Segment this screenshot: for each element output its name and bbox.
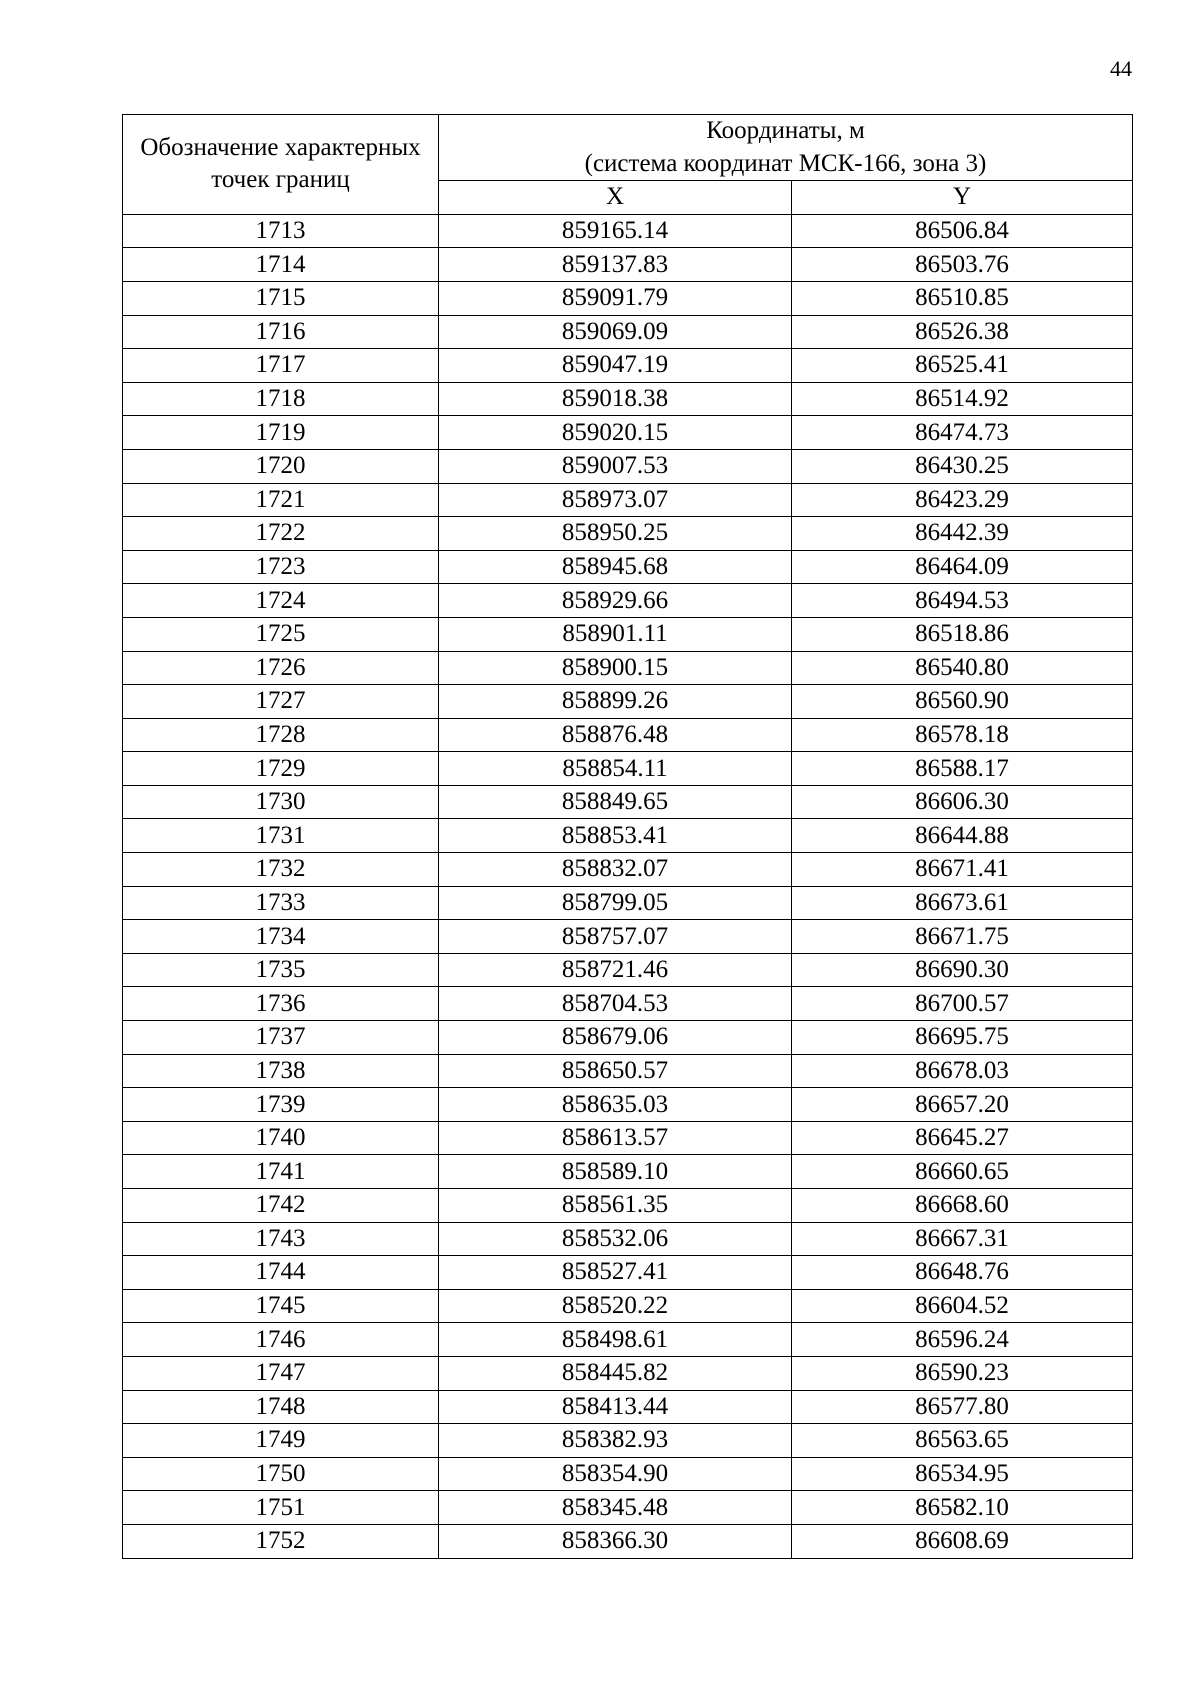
x-coordinate-cell: 858527.41	[439, 1256, 792, 1290]
table-row	[123, 1054, 1133, 1088]
table-row	[123, 517, 1133, 551]
point-id-cell: 1732	[123, 853, 439, 887]
x-coordinate-cell: 859018.38	[439, 382, 792, 416]
point-id-cell: 1729	[123, 752, 439, 786]
point-id-cell: 1748	[123, 1390, 439, 1424]
table-row	[123, 214, 1133, 248]
y-coordinate-cell: 86503.76	[792, 248, 1133, 282]
x-coordinate-cell: 859069.09	[439, 315, 792, 349]
table-row	[123, 1256, 1133, 1290]
point-id-cell: 1749	[123, 1424, 439, 1458]
table-row	[123, 752, 1133, 786]
y-coordinate-cell: 86506.84	[792, 214, 1133, 248]
y-coordinate-cell: 86606.30	[792, 785, 1133, 819]
y-coordinate-cell: 86608.69	[792, 1524, 1133, 1558]
y-coordinate-cell: 86667.31	[792, 1222, 1133, 1256]
y-coordinate-cell: 86671.75	[792, 920, 1133, 954]
coordinates-table	[122, 114, 1133, 1559]
x-coordinate-cell: 858445.82	[439, 1356, 792, 1390]
x-coordinate-cell: 859047.19	[439, 349, 792, 383]
point-id-cell: 1723	[123, 550, 439, 584]
table-row	[123, 685, 1133, 719]
x-coordinate-cell: 858650.57	[439, 1054, 792, 1088]
y-coordinate-cell: 86540.80	[792, 651, 1133, 685]
table-row	[123, 1088, 1133, 1122]
table-row	[123, 382, 1133, 416]
x-coordinate-cell: 858901.11	[439, 617, 792, 651]
table-row	[123, 281, 1133, 315]
table-body	[123, 214, 1133, 1558]
table-row	[123, 449, 1133, 483]
point-id-cell: 1724	[123, 584, 439, 618]
table-row	[123, 819, 1133, 853]
y-coordinate-cell: 86588.17	[792, 752, 1133, 786]
x-coordinate-cell: 858945.68	[439, 550, 792, 584]
point-id-cell: 1725	[123, 617, 439, 651]
x-coordinate-cell: 858899.26	[439, 685, 792, 719]
x-coordinate-cell: 858366.30	[439, 1524, 792, 1558]
x-coordinate-cell: 858413.44	[439, 1390, 792, 1424]
point-id-cell: 1739	[123, 1088, 439, 1122]
y-coordinate-cell: 86604.52	[792, 1289, 1133, 1323]
x-coordinate-cell: 858589.10	[439, 1155, 792, 1189]
y-coordinate-cell: 86645.27	[792, 1121, 1133, 1155]
point-id-cell: 1730	[123, 785, 439, 819]
table-row	[123, 886, 1133, 920]
table-row	[123, 416, 1133, 450]
y-coordinate-cell: 86671.41	[792, 853, 1133, 887]
y-coordinate-cell: 86668.60	[792, 1189, 1133, 1223]
table-row	[123, 617, 1133, 651]
y-column-header: Y	[792, 181, 1133, 215]
table-row	[123, 1524, 1133, 1558]
x-coordinate-cell: 858679.06	[439, 1021, 792, 1055]
y-coordinate-cell: 86582.10	[792, 1491, 1133, 1525]
point-id-cell: 1722	[123, 517, 439, 551]
y-coordinate-cell: 86678.03	[792, 1054, 1133, 1088]
table-row	[123, 1457, 1133, 1491]
coordinates-header-title: Координаты, м	[439, 115, 1133, 148]
x-column-header: X	[439, 181, 792, 215]
table-row	[123, 920, 1133, 954]
table-row	[123, 953, 1133, 987]
x-coordinate-cell: 858876.48	[439, 718, 792, 752]
y-coordinate-cell: 86700.57	[792, 987, 1133, 1021]
point-id-cell: 1726	[123, 651, 439, 685]
table-row	[123, 1121, 1133, 1155]
point-id-cell: 1731	[123, 819, 439, 853]
y-coordinate-cell: 86577.80	[792, 1390, 1133, 1424]
point-id-cell: 1738	[123, 1054, 439, 1088]
y-coordinate-cell: 86518.86	[792, 617, 1133, 651]
point-id-cell: 1751	[123, 1491, 439, 1525]
table-row	[123, 1424, 1133, 1458]
x-coordinate-cell: 858498.61	[439, 1323, 792, 1357]
x-coordinate-cell: 858635.03	[439, 1088, 792, 1122]
x-coordinate-cell: 858854.11	[439, 752, 792, 786]
table-header	[123, 115, 1133, 215]
point-id-cell: 1719	[123, 416, 439, 450]
point-id-cell: 1750	[123, 1457, 439, 1491]
page-number: 44	[1110, 56, 1132, 81]
point-id-cell: 1714	[123, 248, 439, 282]
y-coordinate-cell: 86525.41	[792, 349, 1133, 383]
x-coordinate-cell: 858704.53	[439, 987, 792, 1021]
x-coordinate-cell: 858382.93	[439, 1424, 792, 1458]
x-coordinate-cell: 858799.05	[439, 886, 792, 920]
y-coordinate-cell: 86526.38	[792, 315, 1133, 349]
point-id-cell: 1743	[123, 1222, 439, 1256]
table-row	[123, 1491, 1133, 1525]
y-coordinate-cell: 86563.65	[792, 1424, 1133, 1458]
table-row	[123, 1390, 1133, 1424]
y-coordinate-cell: 86673.61	[792, 886, 1133, 920]
y-coordinate-cell: 86442.39	[792, 517, 1133, 551]
x-coordinate-cell: 858345.48	[439, 1491, 792, 1525]
table-row	[123, 1021, 1133, 1055]
table-row	[123, 785, 1133, 819]
y-coordinate-cell: 86474.73	[792, 416, 1133, 450]
point-id-cell: 1727	[123, 685, 439, 719]
point-id-cell: 1742	[123, 1189, 439, 1223]
point-id-cell: 1744	[123, 1256, 439, 1290]
coordinate-system-header: (система координат МСК-166, зона 3)	[439, 148, 1133, 181]
x-coordinate-cell: 859091.79	[439, 281, 792, 315]
point-id-cell: 1736	[123, 987, 439, 1021]
y-coordinate-cell: 86534.95	[792, 1457, 1133, 1491]
x-coordinate-cell: 858757.07	[439, 920, 792, 954]
point-id-cell: 1715	[123, 281, 439, 315]
x-coordinate-cell: 858853.41	[439, 819, 792, 853]
y-coordinate-cell: 86590.23	[792, 1356, 1133, 1390]
x-coordinate-cell: 858721.46	[439, 953, 792, 987]
point-id-cell: 1713	[123, 214, 439, 248]
y-coordinate-cell: 86494.53	[792, 584, 1133, 618]
x-coordinate-cell: 858849.65	[439, 785, 792, 819]
point-id-cell: 1735	[123, 953, 439, 987]
table-row	[123, 1189, 1133, 1223]
x-coordinate-cell: 858532.06	[439, 1222, 792, 1256]
y-coordinate-cell: 86660.65	[792, 1155, 1133, 1189]
point-designation-header: Обозначение характерных точек границ	[123, 115, 439, 215]
table-row	[123, 1155, 1133, 1189]
y-coordinate-cell: 86464.09	[792, 550, 1133, 584]
x-coordinate-cell: 859137.83	[439, 248, 792, 282]
y-coordinate-cell: 86430.25	[792, 449, 1133, 483]
y-coordinate-cell: 86644.88	[792, 819, 1133, 853]
point-id-cell: 1740	[123, 1121, 439, 1155]
point-id-cell: 1741	[123, 1155, 439, 1189]
point-id-cell: 1721	[123, 483, 439, 517]
x-coordinate-cell: 858950.25	[439, 517, 792, 551]
table-row	[123, 1323, 1133, 1357]
table-row	[123, 853, 1133, 887]
x-coordinate-cell: 859007.53	[439, 449, 792, 483]
table-row	[123, 483, 1133, 517]
x-coordinate-cell: 858354.90	[439, 1457, 792, 1491]
table-row	[123, 1222, 1133, 1256]
y-coordinate-cell: 86510.85	[792, 281, 1133, 315]
table-row	[123, 248, 1133, 282]
x-coordinate-cell: 858900.15	[439, 651, 792, 685]
point-id-cell: 1752	[123, 1524, 439, 1558]
x-coordinate-cell: 858973.07	[439, 483, 792, 517]
point-id-cell: 1734	[123, 920, 439, 954]
x-coordinate-cell: 859165.14	[439, 214, 792, 248]
table-row	[123, 349, 1133, 383]
table-row	[123, 718, 1133, 752]
point-id-cell: 1747	[123, 1356, 439, 1390]
x-coordinate-cell: 858832.07	[439, 853, 792, 887]
point-id-cell: 1728	[123, 718, 439, 752]
point-id-cell: 1720	[123, 449, 439, 483]
y-coordinate-cell: 86695.75	[792, 1021, 1133, 1055]
x-coordinate-cell: 858520.22	[439, 1289, 792, 1323]
point-id-cell: 1746	[123, 1323, 439, 1357]
point-id-cell: 1716	[123, 315, 439, 349]
table-row	[123, 315, 1133, 349]
table-row	[123, 651, 1133, 685]
table-row	[123, 584, 1133, 618]
y-coordinate-cell: 86560.90	[792, 685, 1133, 719]
table-row	[123, 550, 1133, 584]
y-coordinate-cell: 86578.18	[792, 718, 1133, 752]
point-id-cell: 1737	[123, 1021, 439, 1055]
y-coordinate-cell: 86648.76	[792, 1256, 1133, 1290]
y-coordinate-cell: 86423.29	[792, 483, 1133, 517]
point-id-cell: 1745	[123, 1289, 439, 1323]
x-coordinate-cell: 859020.15	[439, 416, 792, 450]
y-coordinate-cell: 86657.20	[792, 1088, 1133, 1122]
table-row	[123, 1356, 1133, 1390]
y-coordinate-cell: 86596.24	[792, 1323, 1133, 1357]
point-id-cell: 1733	[123, 886, 439, 920]
point-id-cell: 1717	[123, 349, 439, 383]
table-row	[123, 1289, 1133, 1323]
x-coordinate-cell: 858561.35	[439, 1189, 792, 1223]
y-coordinate-cell: 86690.30	[792, 953, 1133, 987]
x-coordinate-cell: 858613.57	[439, 1121, 792, 1155]
x-coordinate-cell: 858929.66	[439, 584, 792, 618]
table-row	[123, 987, 1133, 1021]
point-id-cell: 1718	[123, 382, 439, 416]
y-coordinate-cell: 86514.92	[792, 382, 1133, 416]
